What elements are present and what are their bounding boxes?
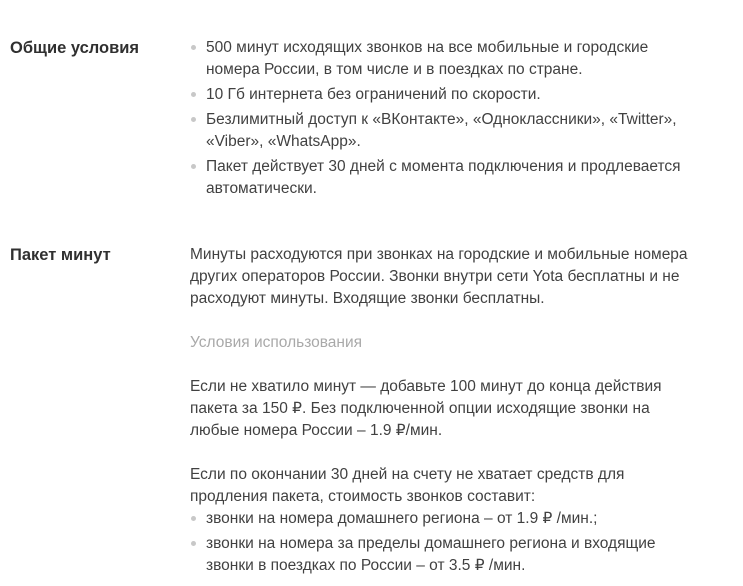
minutes-package-content — [190, 244, 695, 577]
list-item — [190, 109, 695, 153]
minutes-intro-paragraph: Минуты расходуются при звонках на городские и мобильные номера других операторов России. Звонки внутри сети Yota бесплатны и не расходуют минуты. Входящие звонки бесплатны. — [190, 246, 688, 307]
list-item-text: Пакет действует 30 дней с момента подключения и продлевается автоматически. — [206, 158, 681, 197]
renewal-shortfall-paragraph: Если по окончании 30 дней на счету не хватает средств для продления пакета, стоимость звонков составит: — [190, 466, 625, 505]
bullet-dot-icon — [191, 164, 196, 169]
usage-conditions-subheading: Условия использования — [190, 334, 363, 351]
list-item-text: 10 Гб интернета без ограничений по скорости. — [206, 86, 541, 103]
list-item — [190, 84, 695, 106]
call-cost-list — [190, 508, 695, 577]
list-item-text: 500 минут исходящих звонков на все мобильные и городские номера России, в том числе и в поездках по стране. — [206, 39, 649, 78]
list-item — [190, 37, 695, 81]
bullet-dot-icon — [191, 45, 196, 50]
list-item — [190, 156, 695, 200]
list-item-text: звонки на номера домашнего региона – от 1.9 ₽ /мин.; — [206, 510, 598, 527]
list-item-text: звонки на номера за пределы домашнего региона и входящие звонки в поездках по России – от 3.5 ₽ /мин. — [206, 535, 656, 574]
section-minutes-package — [10, 244, 743, 577]
list-item — [190, 508, 695, 530]
section-heading-minutes-package: Пакет минут — [10, 246, 111, 264]
list-item-text: Безлимитный доступ к «ВКонтакте», «Одноклассники», «Twitter», «Viber», «WhatsApp». — [206, 111, 677, 150]
bullet-dot-icon — [191, 516, 196, 521]
general-conditions-list — [190, 37, 695, 200]
general-conditions-content — [190, 37, 695, 200]
section-general-conditions — [10, 37, 743, 200]
add-minutes-paragraph: Если не хватило минут — добавьте 100 минут до конца действия пакета за 150 ₽. Без подключенной опции исходящие звонки на любые номера России – 1.9 ₽/мин. — [190, 378, 662, 439]
bullet-dot-icon — [191, 541, 196, 546]
bullet-dot-icon — [191, 117, 196, 122]
bullet-dot-icon — [191, 92, 196, 97]
section-heading-general-conditions: Общие условия — [10, 39, 140, 57]
list-item — [190, 533, 695, 577]
